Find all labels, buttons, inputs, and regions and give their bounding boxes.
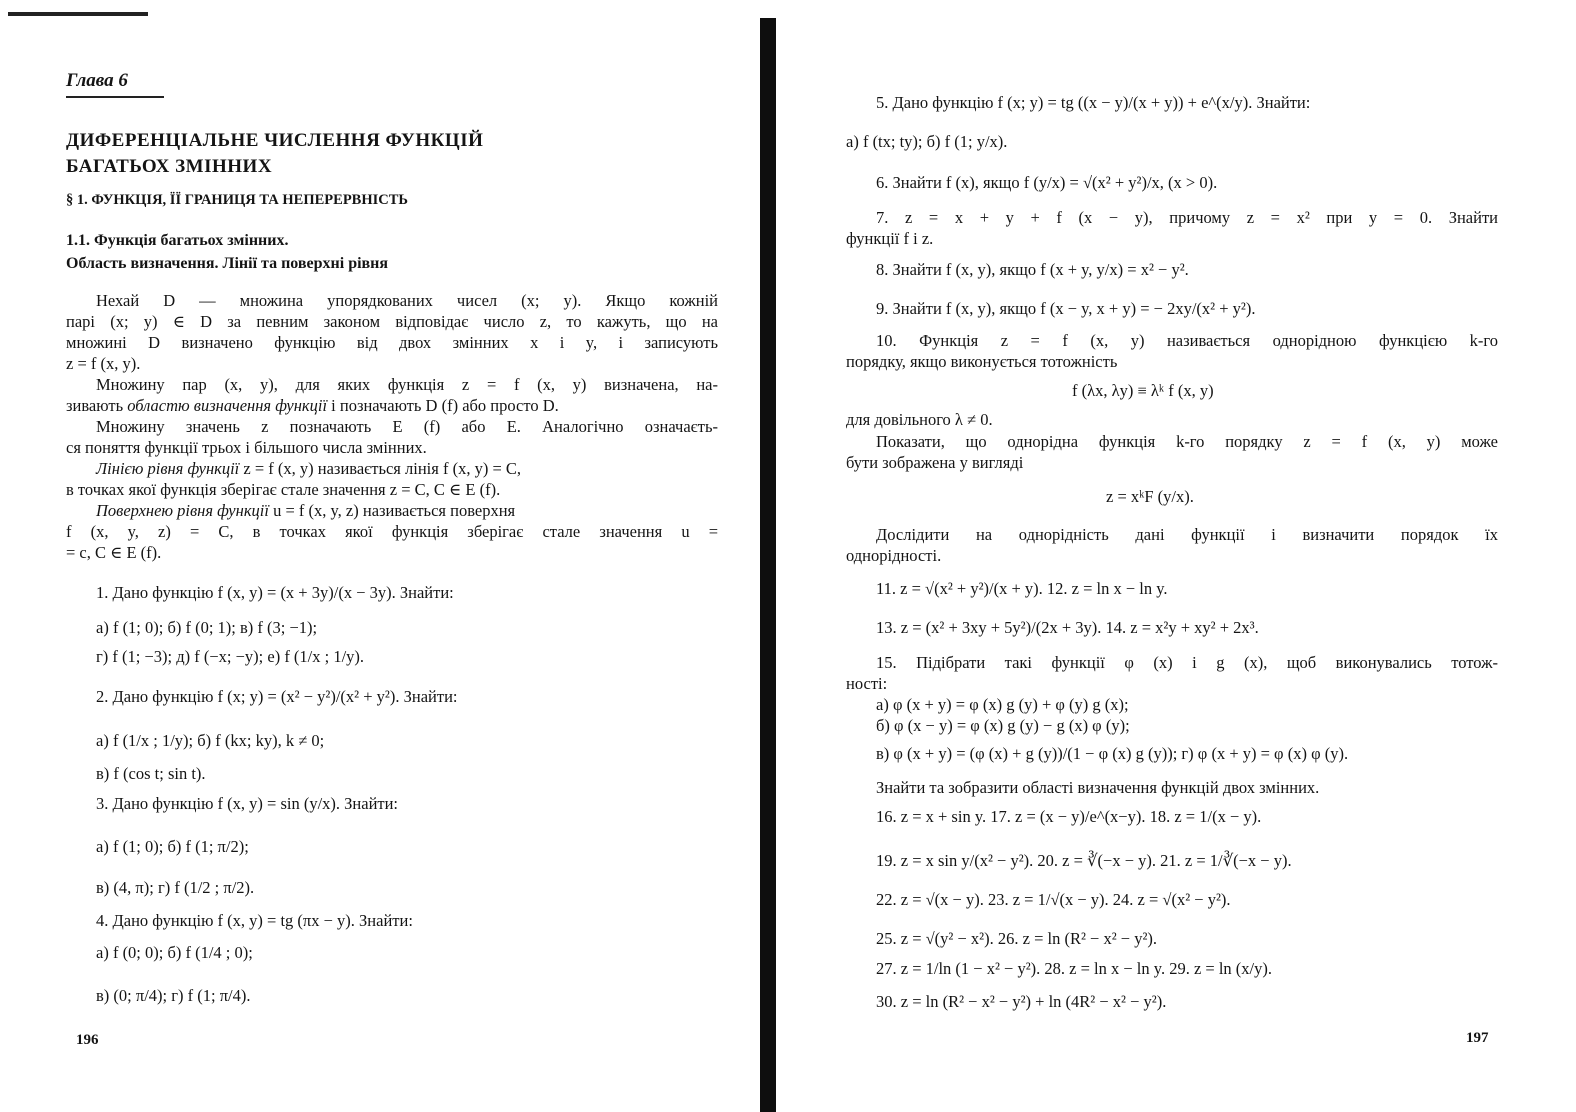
exercise-6: 6. Знайти f (x), якщо f (y/x) = √(x² + y²)/x, (x > 0). <box>876 173 1218 192</box>
chapter-title-line-2: БАГАТЬОХ ЗМІННИХ <box>66 156 273 177</box>
emphasized-term: областю визначення функції <box>127 396 328 415</box>
homogeneity-identity: f (λx, λy) ≡ λᵏ f (x, y) <box>1072 381 1214 400</box>
exercise-4-part: а) f (0; 0); б) f (1/4 ; 0); <box>96 943 253 962</box>
exercise-15-part: б) φ (x − y) = φ (x) g (y) − g (x) φ (y); <box>876 716 1130 735</box>
exercises-27-29: 27. z = 1/ln (1 − x² − y²). 28. z = ln x − ln y. 29. z = ln (x/y). <box>876 959 1272 978</box>
exercise-1-part: г) f (1; −3); д) f (−x; −y); е) f (1/x ; 1/y). <box>96 647 365 666</box>
page-number: 196 <box>76 1032 99 1048</box>
exercise-3-part: в) (4, π); г) f (1/2 ; π/2). <box>96 878 255 897</box>
section-heading: § 1. ФУНКЦІЯ, ЇЇ ГРАНИЦЯ ТА НЕПЕРЕРВНІСТЬ <box>66 192 408 208</box>
instruction-homogeneity: однорідності. <box>846 546 942 565</box>
exercises-11-12: 11. z = √(x² + y²)/(x + y). 12. z = ln x − ln y. <box>876 579 1168 598</box>
exercise-2-part: а) f (1/x ; 1/y); б) f (kx; ky), k ≠ 0; <box>96 731 325 750</box>
paragraph-1-line: множині D визначено функцію від двох змінних x і y, і записують <box>66 333 718 352</box>
exercise-30: 30. z = ln (R² − x² − y²) + ln (4R² − x² − y²). <box>876 992 1167 1011</box>
paragraph-5-line: Поверхнею рівня функції u = f (x, y, z) називається поверхня <box>96 501 516 520</box>
exercises-13-14: 13. z = (x² + 3xy + 5y²)/(2x + 3y). 14. z = x²y + xy² + 2x³. <box>876 618 1259 637</box>
paragraph-3-line: ся поняття функції трьох і більшого числа змінних. <box>66 438 427 457</box>
paragraph-1-line: Нехай D — множина упорядкованих чисел (x; y). Якщо кожній <box>96 291 718 310</box>
exercise-2-part: в) f (cos t; sin t). <box>96 764 206 783</box>
exercise-3-part: а) f (1; 0); б) f (1; π/2); <box>96 837 249 856</box>
paragraph-4-line: Лінією рівня функції z = f (x, y) називається лінія f (x, y) = C, <box>96 459 522 478</box>
exercise-10: 10. Функція z = f (x, y) називається однорідною функцією k-го <box>876 331 1498 350</box>
instruction-domain: Знайти та зобразити області визначення функцій двох змінних. <box>876 778 1320 797</box>
exercise-2: 2. Дано функцію f (x; y) = (x² − y²)/(x² + y²). Знайти: <box>96 687 458 706</box>
exercise-15-part: в) φ (x + y) = (φ (x) + g (y))/(1 − φ (x) g (y)); г) φ (x + y) = φ (x) φ (y). <box>876 744 1349 763</box>
subsection-heading-line-2: Область визначення. Лінії та поверхні рівня <box>66 255 389 272</box>
exercises-19-21: 19. z = x sin y/(x² − y²). 20. z = ∛(−x − y). 21. z = 1/∛(−x − y). <box>876 851 1292 870</box>
exercise-15: 15. Підібрати такі функції φ (x) і g (x), щоб виконувались тотож- <box>876 653 1498 672</box>
book-gutter <box>760 18 776 1112</box>
subsection-heading-line-1: 1.1. Функція багатьох змінних. <box>66 232 289 249</box>
exercise-7: 7. z = x + y + f (x − y), причому z = x² при y = 0. Знайти <box>876 208 1498 227</box>
exercise-3: 3. Дано функцію f (x, y) = sin (y/x). Знайти: <box>96 794 399 813</box>
exercise-5-part: а) f (tx; ty); б) f (1; y/x). <box>846 132 1008 151</box>
homogeneous-form: z = xᵏF (y/x). <box>1106 487 1194 506</box>
exercise-15-part: а) φ (x + y) = φ (x) g (y) + φ (y) g (x); <box>876 695 1129 714</box>
exercises-25-26: 25. z = √(y² − x²). 26. z = ln (R² − x² − y²). <box>876 929 1158 948</box>
instruction-homogeneity: Дослідити на однорідність дані функції і визначити порядок їх <box>876 525 1498 544</box>
paragraph-4-line: в точках якої функція зберігає стале значення z = C, C ∈ E (f). <box>66 480 501 499</box>
paragraph-5-line: = c, C ∈ E (f). <box>66 543 162 562</box>
exercise-1: 1. Дано функцію f (x, y) = (x + 3y)/(x − 3y). Знайти: <box>96 583 454 602</box>
paragraph-3-line: Множину значень z позначають E (f) або E. Аналогічно означаєть- <box>96 417 718 436</box>
exercise-4: 4. Дано функцію f (x, y) = tg (πx − y). Знайти: <box>96 911 413 930</box>
chapter-title-line-1: ДИФЕРЕНЦІАЛЬНЕ ЧИСЛЕННЯ ФУНКЦІЙ <box>66 130 484 151</box>
exercise-15: ності: <box>846 674 888 693</box>
paragraph-2-line: зивають областю визначення функції і позначають D (f) або просто D. <box>66 396 559 415</box>
exercise-7: функції f і z. <box>846 229 934 248</box>
page-number: 197 <box>1466 1030 1489 1046</box>
paragraph-5-line: f (x, y, z) = C, в точках якої функція зберігає стале значення u = <box>66 522 718 541</box>
exercise-10: бути зображена у вигляді <box>846 453 1024 472</box>
exercise-4-part: в) (0; π/4); г) f (1; π/4). <box>96 986 251 1005</box>
exercises-16-18: 16. z = x + sin y. 17. z = (x − y)/e^(x−y). 18. z = 1/(x − y). <box>876 807 1262 826</box>
exercise-10: для довільного λ ≠ 0. <box>846 410 993 429</box>
emphasized-term: Поверхнею рівня функції <box>96 501 269 520</box>
paragraph-2-line: Множину пар (x, y), для яких функція z = f (x, y) визначена, на- <box>96 375 718 394</box>
exercise-10: порядку, якщо виконується тотожність <box>846 352 1118 371</box>
chapter-heading: Глава 6 <box>66 70 128 91</box>
left-page <box>0 0 760 1112</box>
chapter-underline <box>66 96 164 98</box>
emphasized-term: Лінією рівня функції <box>96 459 240 478</box>
exercise-10: Показати, що однорідна функція k-го порядку z = f (x, y) може <box>876 432 1498 451</box>
exercise-9: 9. Знайти f (x, y), якщо f (x − y, x + y) = − 2xy/(x² + y²). <box>876 299 1256 318</box>
exercise-5: 5. Дано функцію f (x; y) = tg ((x − y)/(x + y)) + e^(x/y). Знайти: <box>876 93 1311 112</box>
exercise-1-part: а) f (1; 0); б) f (0; 1); в) f (3; −1); <box>96 618 318 637</box>
paragraph-1-line: z = f (x, y). <box>66 354 141 373</box>
exercises-22-24: 22. z = √(x − y). 23. z = 1/√(x − y). 24. z = √(x² − y²). <box>876 890 1231 909</box>
exercise-8: 8. Знайти f (x, y), якщо f (x + y, y/x) = x² − y². <box>876 260 1189 279</box>
paragraph-1-line: парі (x; y) ∈ D за певним законом відповідає число z, то кажуть, що на <box>66 312 718 331</box>
